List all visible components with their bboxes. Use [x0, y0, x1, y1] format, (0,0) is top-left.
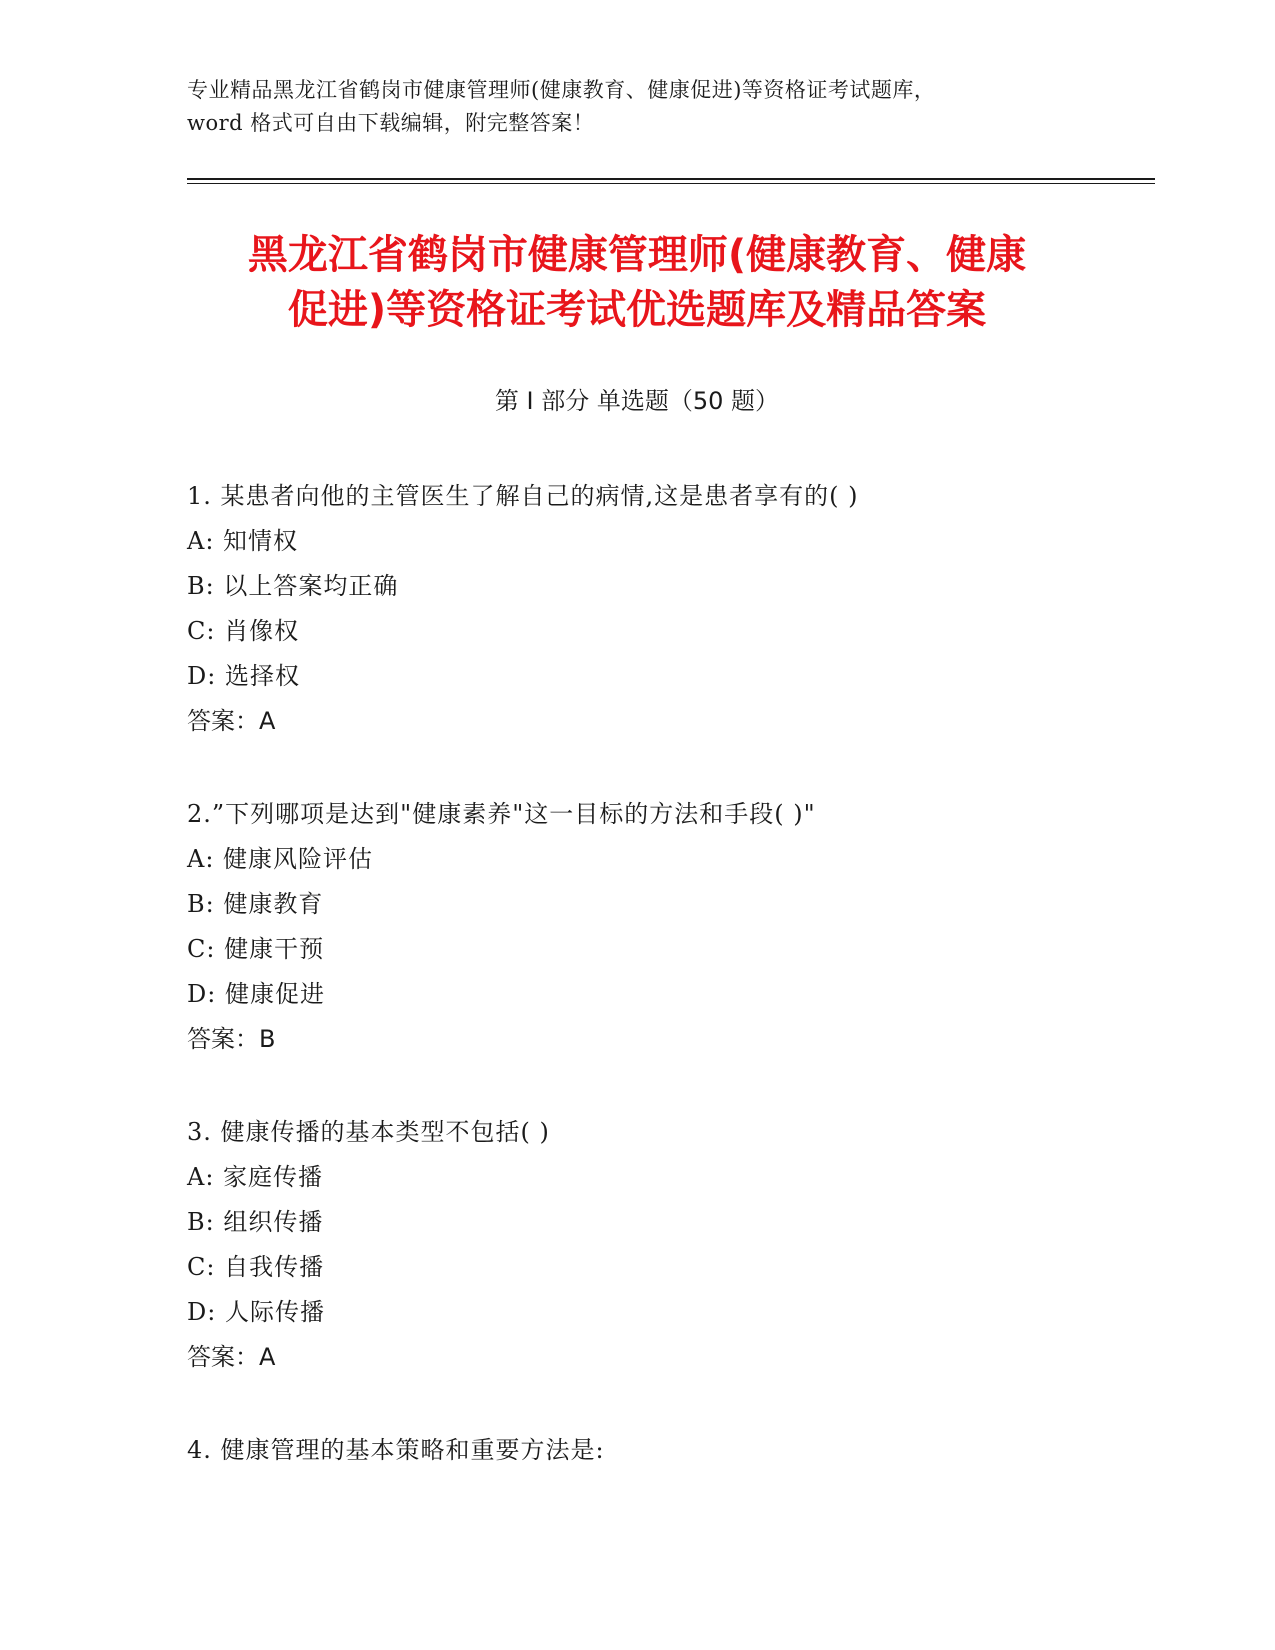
- answer-line: 答案：B: [187, 1025, 276, 1053]
- question-stem: 1. 某患者向他的主管医生了解自己的病情,这是患者享有的( ): [187, 482, 859, 510]
- option-a: A: 知情权: [187, 527, 299, 555]
- option-d: D: 选择权: [187, 662, 300, 690]
- document-header-note: [187, 74, 1087, 140]
- document-title-line-1: 黑龙江省鹤岗市健康管理师(健康教育、健康: [247, 232, 1027, 278]
- answer-line: 答案：A: [187, 707, 276, 735]
- option-b: B: 组织传播: [187, 1208, 324, 1236]
- question-1: [187, 474, 1147, 744]
- question-2: [187, 792, 1147, 1062]
- option-c: C: 肖像权: [187, 617, 300, 645]
- header-note-line-2: word 格式可自由下载编辑，附完整答案！: [187, 111, 595, 135]
- option-c: C: 自我传播: [187, 1253, 325, 1281]
- option-d: D: 健康促进: [187, 980, 325, 1008]
- option-a: A: 家庭传播: [187, 1163, 324, 1191]
- question-stem: 2.”下列哪项是达到"健康素养"这一目标的方法和手段( )": [187, 800, 816, 828]
- option-a: A: 健康风险评估: [187, 845, 374, 873]
- option-b: B: 健康教育: [187, 890, 324, 918]
- header-divider-thin: [187, 183, 1155, 184]
- answer-line: 答案：A: [187, 1343, 276, 1371]
- option-d: D: 人际传播: [187, 1298, 325, 1326]
- question-4: [187, 1428, 1147, 1473]
- header-note-line-1: 专业精品黑龙江省鹤岗市健康管理师(健康教育、健康促进)等资格证考试题库，: [187, 78, 936, 102]
- header-divider-thick: [187, 178, 1155, 180]
- document-title: [187, 228, 1087, 338]
- option-c: C: 健康干预: [187, 935, 325, 963]
- question-stem: 4. 健康管理的基本策略和重要方法是:: [187, 1436, 605, 1464]
- section-title: 第 I 部分 单选题（50 题）: [494, 387, 780, 415]
- question-stem: 3. 健康传播的基本类型不包括( ): [187, 1118, 550, 1146]
- document-title-line-2: 促进)等资格证考试优选题库及精品答案: [287, 287, 987, 333]
- option-b: B: 以上答案均正确: [187, 572, 399, 600]
- question-3: [187, 1110, 1147, 1380]
